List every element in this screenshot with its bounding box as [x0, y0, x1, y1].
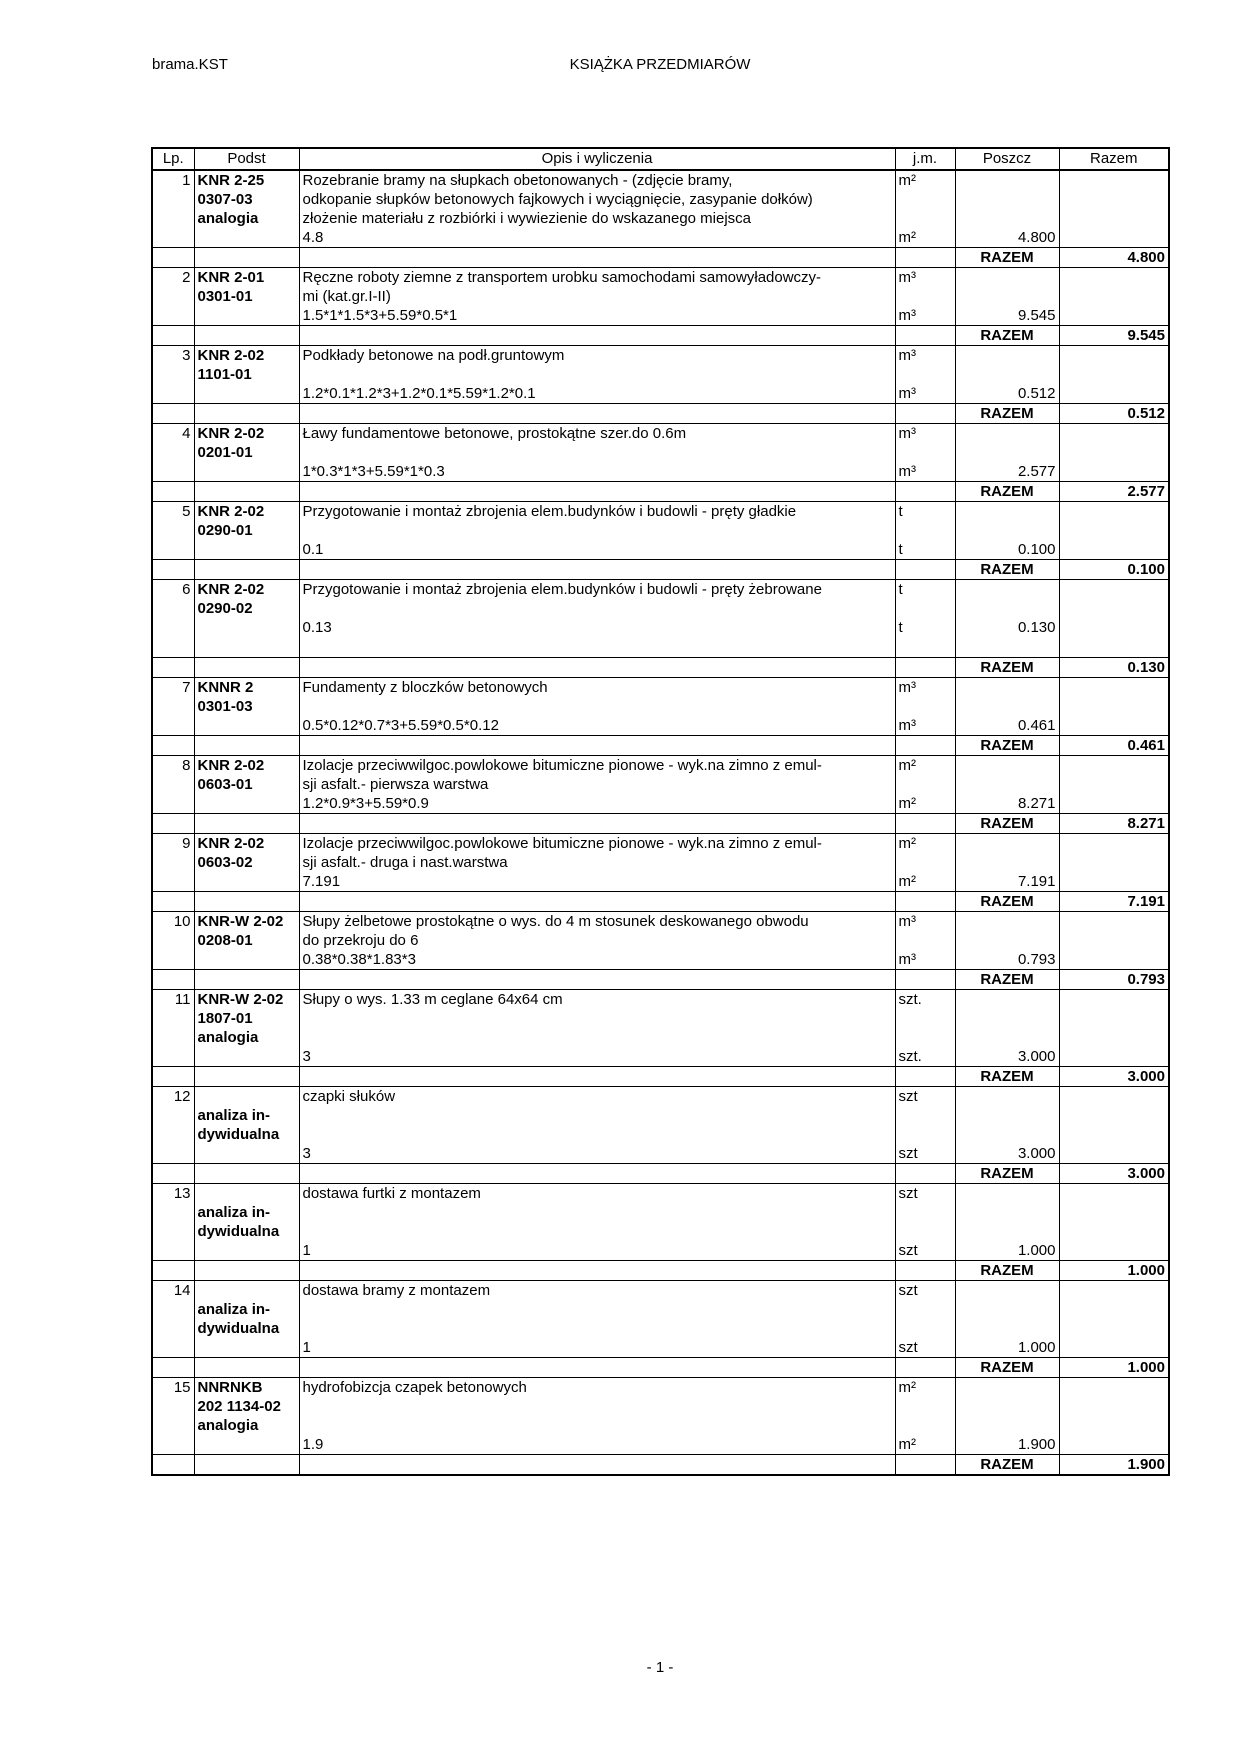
razem-label: RAZEM: [955, 892, 1059, 912]
col-header-lp: Lp.: [152, 148, 194, 170]
item-poszcz-empty: [955, 756, 1059, 795]
item-row: [152, 170, 1169, 228]
item-poszcz: 0.512: [955, 384, 1059, 404]
razem-empty: [194, 814, 299, 834]
item-calculation: 1.5*1*1.5*3+5.59*0.5*1: [299, 306, 895, 326]
razem-label: RAZEM: [955, 1358, 1059, 1378]
item-calculation: 0.5*0.12*0.7*3+5.59*0.5*0.12: [299, 716, 895, 736]
razem-empty: [895, 892, 955, 912]
item-opis: Ławy fundamentowe betonowe, prostokątne szer.do 0.6m: [299, 424, 895, 463]
item-razem-empty: [1059, 1378, 1169, 1455]
razem-row: [152, 892, 1169, 912]
razem-value: 7.191: [1059, 892, 1169, 912]
item-podst: KNR 2-25 0307-03 analogia: [194, 170, 299, 248]
razem-empty: [152, 892, 194, 912]
item-razem-empty: [1059, 170, 1169, 248]
calc-row: [152, 306, 1169, 326]
calc-lp-empty: [152, 228, 194, 248]
razem-empty: [152, 736, 194, 756]
item-podst: KNR-W 2-02 0208-01: [194, 912, 299, 970]
col-header-poszcz: Poszcz: [955, 148, 1059, 170]
item-poszcz-empty: [955, 834, 1059, 873]
razem-label: RAZEM: [955, 1261, 1059, 1281]
razem-empty: [152, 970, 194, 990]
razem-empty: [194, 248, 299, 268]
razem-value: 1.000: [1059, 1261, 1169, 1281]
item-row: [152, 580, 1169, 619]
item-razem-empty: [1059, 756, 1169, 814]
item-poszcz: 1.000: [955, 1338, 1059, 1358]
calc-row: [152, 1338, 1169, 1358]
item-row: [152, 502, 1169, 541]
item-lp: 14: [152, 1281, 194, 1339]
razem-empty: [194, 1358, 299, 1378]
item-podst: KNR 2-02 0201-01: [194, 424, 299, 482]
item-poszcz-empty: [955, 170, 1059, 228]
item-poszcz: 2.577: [955, 462, 1059, 482]
item-razem-empty: [1059, 346, 1169, 404]
item-row: [152, 756, 1169, 795]
razem-empty: [299, 1358, 895, 1378]
item-poszcz-empty: [955, 1184, 1059, 1242]
item-jm: m²: [895, 834, 955, 873]
item-calc-jm: m³: [895, 716, 955, 736]
razem-empty: [194, 1455, 299, 1476]
razem-label: RAZEM: [955, 814, 1059, 834]
razem-row: [152, 1455, 1169, 1476]
razem-label: RAZEM: [955, 482, 1059, 502]
razem-empty: [895, 404, 955, 424]
item-lp: 12: [152, 1087, 194, 1145]
razem-label: RAZEM: [955, 326, 1059, 346]
razem-empty: [152, 658, 194, 678]
item-opis: Rozebranie bramy na słupkach obetonowanych - (zdjęcie bramy, odkopanie słupków betonowych fajkowych i wyciągnięcie, zasypanie dołków) złożenie materiału z rozbiórki i wywiezienie do wskazanego miejsca: [299, 170, 895, 228]
razem-label: RAZEM: [955, 736, 1059, 756]
item-razem-empty: [1059, 990, 1169, 1067]
item-calc-jm: m³: [895, 950, 955, 970]
item-poszcz: 0.130: [955, 618, 1059, 658]
item-poszcz-empty: [955, 1281, 1059, 1339]
item-calculation: 3: [299, 1047, 895, 1067]
razem-empty: [194, 326, 299, 346]
item-jm: m³: [895, 424, 955, 463]
razem-empty: [299, 892, 895, 912]
razem-empty: [152, 404, 194, 424]
item-calculation: 1.2*0.9*3+5.59*0.9: [299, 794, 895, 814]
calc-row: [152, 794, 1169, 814]
razem-empty: [895, 1358, 955, 1378]
item-poszcz-empty: [955, 580, 1059, 619]
razem-label: RAZEM: [955, 1067, 1059, 1087]
item-lp: 2: [152, 268, 194, 307]
razem-empty: [194, 1164, 299, 1184]
item-calculation: 1.9: [299, 1435, 895, 1455]
item-lp: 7: [152, 678, 194, 717]
item-poszcz: 3.000: [955, 1047, 1059, 1067]
item-razem-empty: [1059, 502, 1169, 560]
item-razem-empty: [1059, 678, 1169, 736]
item-row: [152, 1184, 1169, 1242]
item-lp: 10: [152, 912, 194, 951]
razem-empty: [895, 814, 955, 834]
razem-empty: [895, 736, 955, 756]
item-poszcz-empty: [955, 424, 1059, 463]
calc-lp-empty: [152, 794, 194, 814]
razem-label: RAZEM: [955, 970, 1059, 990]
item-row: [152, 678, 1169, 717]
razem-empty: [152, 1164, 194, 1184]
item-calculation: 1: [299, 1338, 895, 1358]
item-razem-empty: [1059, 424, 1169, 482]
item-poszcz: 0.793: [955, 950, 1059, 970]
item-lp: 8: [152, 756, 194, 795]
razem-empty: [299, 814, 895, 834]
razem-empty: [152, 560, 194, 580]
razem-empty: [895, 326, 955, 346]
col-header-opis: Opis i wyliczenia: [299, 148, 895, 170]
item-opis: Fundamenty z bloczków betonowych: [299, 678, 895, 717]
razem-empty: [895, 658, 955, 678]
razem-empty: [194, 970, 299, 990]
razem-empty: [299, 970, 895, 990]
razem-value: 4.800: [1059, 248, 1169, 268]
item-podst: analiza in- dywidualna: [194, 1184, 299, 1261]
calc-lp-empty: [152, 1435, 194, 1455]
header-title: KSIĄŻKA PRZEDMIARÓW: [569, 56, 751, 73]
item-lp: 15: [152, 1378, 194, 1436]
razem-empty: [194, 1067, 299, 1087]
item-poszcz-empty: [955, 912, 1059, 951]
item-jm: szt: [895, 1184, 955, 1242]
item-lp: 3: [152, 346, 194, 385]
item-jm: m³: [895, 678, 955, 717]
item-podst: analiza in- dywidualna: [194, 1087, 299, 1164]
razem-row: [152, 482, 1169, 502]
item-lp: 13: [152, 1184, 194, 1242]
item-poszcz-empty: [955, 1087, 1059, 1145]
item-lp: 5: [152, 502, 194, 541]
item-podst: KNR 2-02 1101-01: [194, 346, 299, 404]
item-calc-jm: m³: [895, 306, 955, 326]
item-row: [152, 834, 1169, 873]
item-poszcz: 8.271: [955, 794, 1059, 814]
razem-label: RAZEM: [955, 1455, 1059, 1476]
item-poszcz: 3.000: [955, 1144, 1059, 1164]
razem-empty: [194, 892, 299, 912]
razem-value: 0.100: [1059, 560, 1169, 580]
razem-empty: [299, 1067, 895, 1087]
item-row: [152, 1087, 1169, 1145]
item-poszcz-empty: [955, 990, 1059, 1048]
calc-lp-empty: [152, 872, 194, 892]
razem-empty: [152, 1067, 194, 1087]
razem-empty: [152, 248, 194, 268]
przedmiar-table: [151, 147, 1170, 1476]
item-opis: Izolacje przeciwwilgoc.powlokowe bitumiczne pionowe - wyk.na zimno z emul- sji asfalt.- druga i nast.warstwa: [299, 834, 895, 873]
razem-empty: [152, 814, 194, 834]
item-calc-jm: m³: [895, 462, 955, 482]
header-filename: brama.KST: [152, 56, 228, 73]
razem-empty: [895, 1261, 955, 1281]
razem-row: [152, 658, 1169, 678]
item-opis: czapki słuków: [299, 1087, 895, 1145]
item-jm: m³: [895, 346, 955, 385]
item-podst: KNR 2-02 0290-02: [194, 580, 299, 658]
item-row: [152, 346, 1169, 385]
razem-empty: [299, 658, 895, 678]
razem-empty: [299, 248, 895, 268]
razem-empty: [152, 482, 194, 502]
item-jm: szt: [895, 1281, 955, 1339]
item-row: [152, 990, 1169, 1048]
item-razem-empty: [1059, 580, 1169, 658]
item-opis: dostawa bramy z montazem: [299, 1281, 895, 1339]
razem-empty: [299, 404, 895, 424]
item-poszcz-empty: [955, 268, 1059, 307]
item-opis: Podkłady betonowe na podł.gruntowym: [299, 346, 895, 385]
razem-empty: [152, 1261, 194, 1281]
item-poszcz: 1.000: [955, 1241, 1059, 1261]
calc-lp-empty: [152, 462, 194, 482]
item-row: [152, 424, 1169, 463]
calc-lp-empty: [152, 1047, 194, 1067]
item-calculation: 0.13: [299, 618, 895, 658]
item-calc-jm: m²: [895, 1435, 955, 1455]
razem-label: RAZEM: [955, 404, 1059, 424]
razem-empty: [194, 736, 299, 756]
razem-empty: [895, 1067, 955, 1087]
item-calc-jm: szt.: [895, 1047, 955, 1067]
item-opis: Słupy o wys. 1.33 m ceglane 64x64 cm: [299, 990, 895, 1048]
item-opis: hydrofobizcja czapek betonowych: [299, 1378, 895, 1436]
calc-lp-empty: [152, 540, 194, 560]
razem-value: 3.000: [1059, 1067, 1169, 1087]
calc-row: [152, 384, 1169, 404]
razem-value: 0.793: [1059, 970, 1169, 990]
item-podst: KNR-W 2-02 1807-01 analogia: [194, 990, 299, 1067]
razem-value: 0.461: [1059, 736, 1169, 756]
item-poszcz: 7.191: [955, 872, 1059, 892]
calc-lp-empty: [152, 306, 194, 326]
item-jm: m³: [895, 912, 955, 951]
razem-row: [152, 814, 1169, 834]
item-opis: Izolacje przeciwwilgoc.powlokowe bitumiczne pionowe - wyk.na zimno z emul- sji asfalt.- pierwsza warstwa: [299, 756, 895, 795]
razem-row: [152, 560, 1169, 580]
item-razem-empty: [1059, 834, 1169, 892]
table-header-row: [152, 148, 1169, 170]
razem-empty: [895, 482, 955, 502]
item-razem-empty: [1059, 1087, 1169, 1164]
calc-lp-empty: [152, 1144, 194, 1164]
calc-lp-empty: [152, 716, 194, 736]
item-lp: 4: [152, 424, 194, 463]
razem-empty: [194, 404, 299, 424]
item-calc-jm: m²: [895, 794, 955, 814]
razem-row: [152, 326, 1169, 346]
item-calculation: 3: [299, 1144, 895, 1164]
razem-value: 2.577: [1059, 482, 1169, 502]
item-calc-jm: szt: [895, 1241, 955, 1261]
item-jm: m²: [895, 1378, 955, 1436]
item-razem-empty: [1059, 1184, 1169, 1261]
item-poszcz: 0.100: [955, 540, 1059, 560]
item-opis: Słupy żelbetowe prostokątne o wys. do 4 m stosunek deskowanego obwodu do przekroju do 6: [299, 912, 895, 951]
razem-empty: [299, 482, 895, 502]
item-calculation: 0.1: [299, 540, 895, 560]
item-opis: Ręczne roboty ziemne z transportem urobku samochodami samowyładowczy- mi (kat.gr.I-II): [299, 268, 895, 307]
calc-lp-empty: [152, 618, 194, 658]
item-jm: m²: [895, 170, 955, 228]
item-calc-jm: t: [895, 540, 955, 560]
calc-lp-empty: [152, 384, 194, 404]
razem-empty: [152, 326, 194, 346]
razem-label: RAZEM: [955, 248, 1059, 268]
col-header-jm: j.m.: [895, 148, 955, 170]
item-lp: 9: [152, 834, 194, 873]
razem-row: [152, 1164, 1169, 1184]
razem-empty: [194, 482, 299, 502]
razem-empty: [299, 1455, 895, 1476]
razem-empty: [194, 1261, 299, 1281]
item-row: [152, 1281, 1169, 1339]
item-calc-jm: szt: [895, 1338, 955, 1358]
calc-row: [152, 540, 1169, 560]
item-row: [152, 912, 1169, 951]
razem-label: RAZEM: [955, 658, 1059, 678]
item-calculation: 7.191: [299, 872, 895, 892]
item-poszcz-empty: [955, 678, 1059, 717]
item-podst: KNNR 2 0301-03: [194, 678, 299, 736]
razem-empty: [895, 1455, 955, 1476]
item-calculation: 1.2*0.1*1.2*3+1.2*0.1*5.59*1.2*0.1: [299, 384, 895, 404]
razem-row: [152, 970, 1169, 990]
razem-empty: [299, 736, 895, 756]
razem-empty: [895, 1164, 955, 1184]
calc-row: [152, 1435, 1169, 1455]
razem-value: 0.512: [1059, 404, 1169, 424]
razem-empty: [152, 1358, 194, 1378]
item-poszcz-empty: [955, 346, 1059, 385]
calc-row: [152, 872, 1169, 892]
item-calculation: 4.8: [299, 228, 895, 248]
razem-empty: [152, 1455, 194, 1476]
razem-label: RAZEM: [955, 1164, 1059, 1184]
razem-empty: [895, 248, 955, 268]
item-row: [152, 1378, 1169, 1436]
calc-row: [152, 1047, 1169, 1067]
razem-empty: [299, 326, 895, 346]
calc-row: [152, 618, 1169, 658]
col-header-razem: Razem: [1059, 148, 1169, 170]
razem-empty: [895, 560, 955, 580]
item-jm: szt: [895, 1087, 955, 1145]
item-lp: 11: [152, 990, 194, 1048]
item-lp: 1: [152, 170, 194, 228]
item-poszcz: 1.900: [955, 1435, 1059, 1455]
razem-value: 3.000: [1059, 1164, 1169, 1184]
calc-row: [152, 716, 1169, 736]
calc-row: [152, 462, 1169, 482]
razem-empty: [895, 970, 955, 990]
item-poszcz: 9.545: [955, 306, 1059, 326]
item-podst: KNR 2-02 0290-01: [194, 502, 299, 560]
item-calculation: 0.38*0.38*1.83*3: [299, 950, 895, 970]
item-razem-empty: [1059, 268, 1169, 326]
item-calculation: 1: [299, 1241, 895, 1261]
item-podst: KNR 2-01 0301-01: [194, 268, 299, 326]
razem-row: [152, 404, 1169, 424]
item-opis: Przygotowanie i montaż zbrojenia elem.budynków i budowli - pręty gładkie: [299, 502, 895, 541]
item-podst: analiza in- dywidualna: [194, 1281, 299, 1358]
razem-empty: [299, 560, 895, 580]
item-calc-jm: szt: [895, 1144, 955, 1164]
razem-value: 8.271: [1059, 814, 1169, 834]
calc-lp-empty: [152, 950, 194, 970]
item-opis: Przygotowanie i montaż zbrojenia elem.budynków i budowli - pręty żebrowane: [299, 580, 895, 619]
calc-lp-empty: [152, 1241, 194, 1261]
item-lp: 6: [152, 580, 194, 619]
item-jm: m²: [895, 756, 955, 795]
item-jm: t: [895, 580, 955, 619]
item-podst: NNRNKB 202 1134-02 analogia: [194, 1378, 299, 1455]
calc-lp-empty: [152, 1338, 194, 1358]
item-calc-jm: m³: [895, 384, 955, 404]
page-number: - 1 -: [646, 1659, 674, 1676]
razem-value: 1.900: [1059, 1455, 1169, 1476]
razem-row: [152, 1067, 1169, 1087]
item-jm: m³: [895, 268, 955, 307]
item-podst: KNR 2-02 0603-01: [194, 756, 299, 814]
razem-value: 1.000: [1059, 1358, 1169, 1378]
item-razem-empty: [1059, 1281, 1169, 1358]
item-poszcz: 4.800: [955, 228, 1059, 248]
item-poszcz-empty: [955, 502, 1059, 541]
razem-value: 9.545: [1059, 326, 1169, 346]
razem-empty: [299, 1164, 895, 1184]
razem-value: 0.130: [1059, 658, 1169, 678]
item-poszcz-empty: [955, 1378, 1059, 1436]
item-jm: t: [895, 502, 955, 541]
calc-row: [152, 1241, 1169, 1261]
item-jm: szt.: [895, 990, 955, 1048]
calc-row: [152, 228, 1169, 248]
item-razem-empty: [1059, 912, 1169, 970]
razem-empty: [194, 658, 299, 678]
razem-row: [152, 248, 1169, 268]
item-podst: KNR 2-02 0603-02: [194, 834, 299, 892]
item-calc-jm: t: [895, 618, 955, 658]
item-calc-jm: m²: [895, 872, 955, 892]
calc-row: [152, 1144, 1169, 1164]
razem-row: [152, 1261, 1169, 1281]
razem-empty: [194, 560, 299, 580]
item-calculation: 1*0.3*1*3+5.59*1*0.3: [299, 462, 895, 482]
razem-row: [152, 736, 1169, 756]
col-header-podst: Podst: [194, 148, 299, 170]
item-calc-jm: m²: [895, 228, 955, 248]
razem-row: [152, 1358, 1169, 1378]
item-poszcz: 0.461: [955, 716, 1059, 736]
calc-row: [152, 950, 1169, 970]
item-row: [152, 268, 1169, 307]
item-opis: dostawa furtki z montazem: [299, 1184, 895, 1242]
razem-empty: [299, 1261, 895, 1281]
razem-label: RAZEM: [955, 560, 1059, 580]
